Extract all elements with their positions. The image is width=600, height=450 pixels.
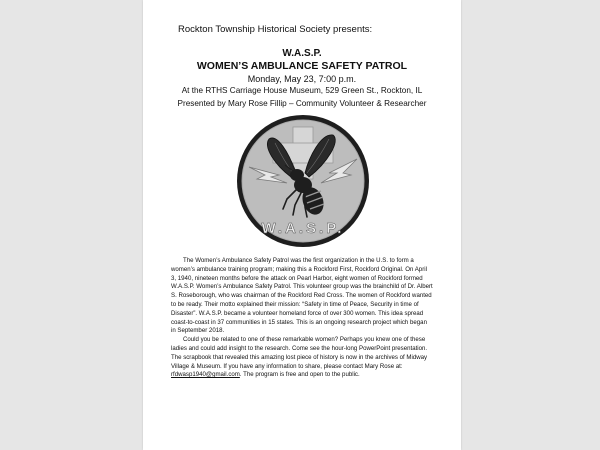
presents-line: Rockton Township Historical Society presents:	[178, 24, 373, 35]
paragraph-invitation	[171, 336, 433, 380]
wasp-insignia-icon	[235, 113, 371, 249]
acronym-title: W.A.S.P.	[282, 48, 322, 59]
full-title: WOMEN’S AMBULANCE SAFETY PATROL	[196, 60, 408, 72]
presenter-line: Presented by Mary Rose Fillip – Community Volunteer & Researcher	[177, 99, 427, 108]
flyer-page	[143, 0, 461, 450]
body-text	[171, 257, 433, 380]
event-venue: At the RTHS Carriage House Museum, 529 Green St., Rockton, IL	[181, 86, 423, 95]
contact-email-link[interactable]: rfdwasp1940@gmail.com	[171, 371, 240, 379]
paragraph-history: The Women’s Ambulance Safety Patrol was the first organization in the U.S. to form a women’s ambulance training program; making this a Rockford First, Rockford Original. On April 3, 1940, nineteen months before the attack on Pearl Harbor, eight women of Rockford formed W.A.S.P. Women’s Ambulance Safety Patrol. This volunteer group was the brainchild of Dr. Albert S. Roseborough, who was chairman of the Rockford Red Cross. The women of Rockford wanted to be ready. Their motto explained their mission: “Safety in time of Peace, Security in time of Disaster”. W.A.S.P. became a volunteer homeland force of over 300 women. This idea spread coast-to-coast in 37 communities in 15 states. This is an ongoing research project which began in September 2018.	[171, 257, 433, 335]
badge-lettering: W.A.S.P.	[261, 220, 345, 237]
invitation-text: Could you be related to one of these remarkable women? Perhaps you knew one of these ladies and could add insight to the research. Come see the hour-long PowerPoint presentation. The scrapbook that revealed this amazing lost piece of history is now in the archives of Midway Village & Museum. If you have any information to share, please contact Mary Rose at:	[171, 336, 428, 370]
invitation-closing: . The program is free and open to the public.	[239, 371, 360, 379]
event-date-time: Monday, May 23, 7:00 p.m.	[247, 74, 357, 84]
